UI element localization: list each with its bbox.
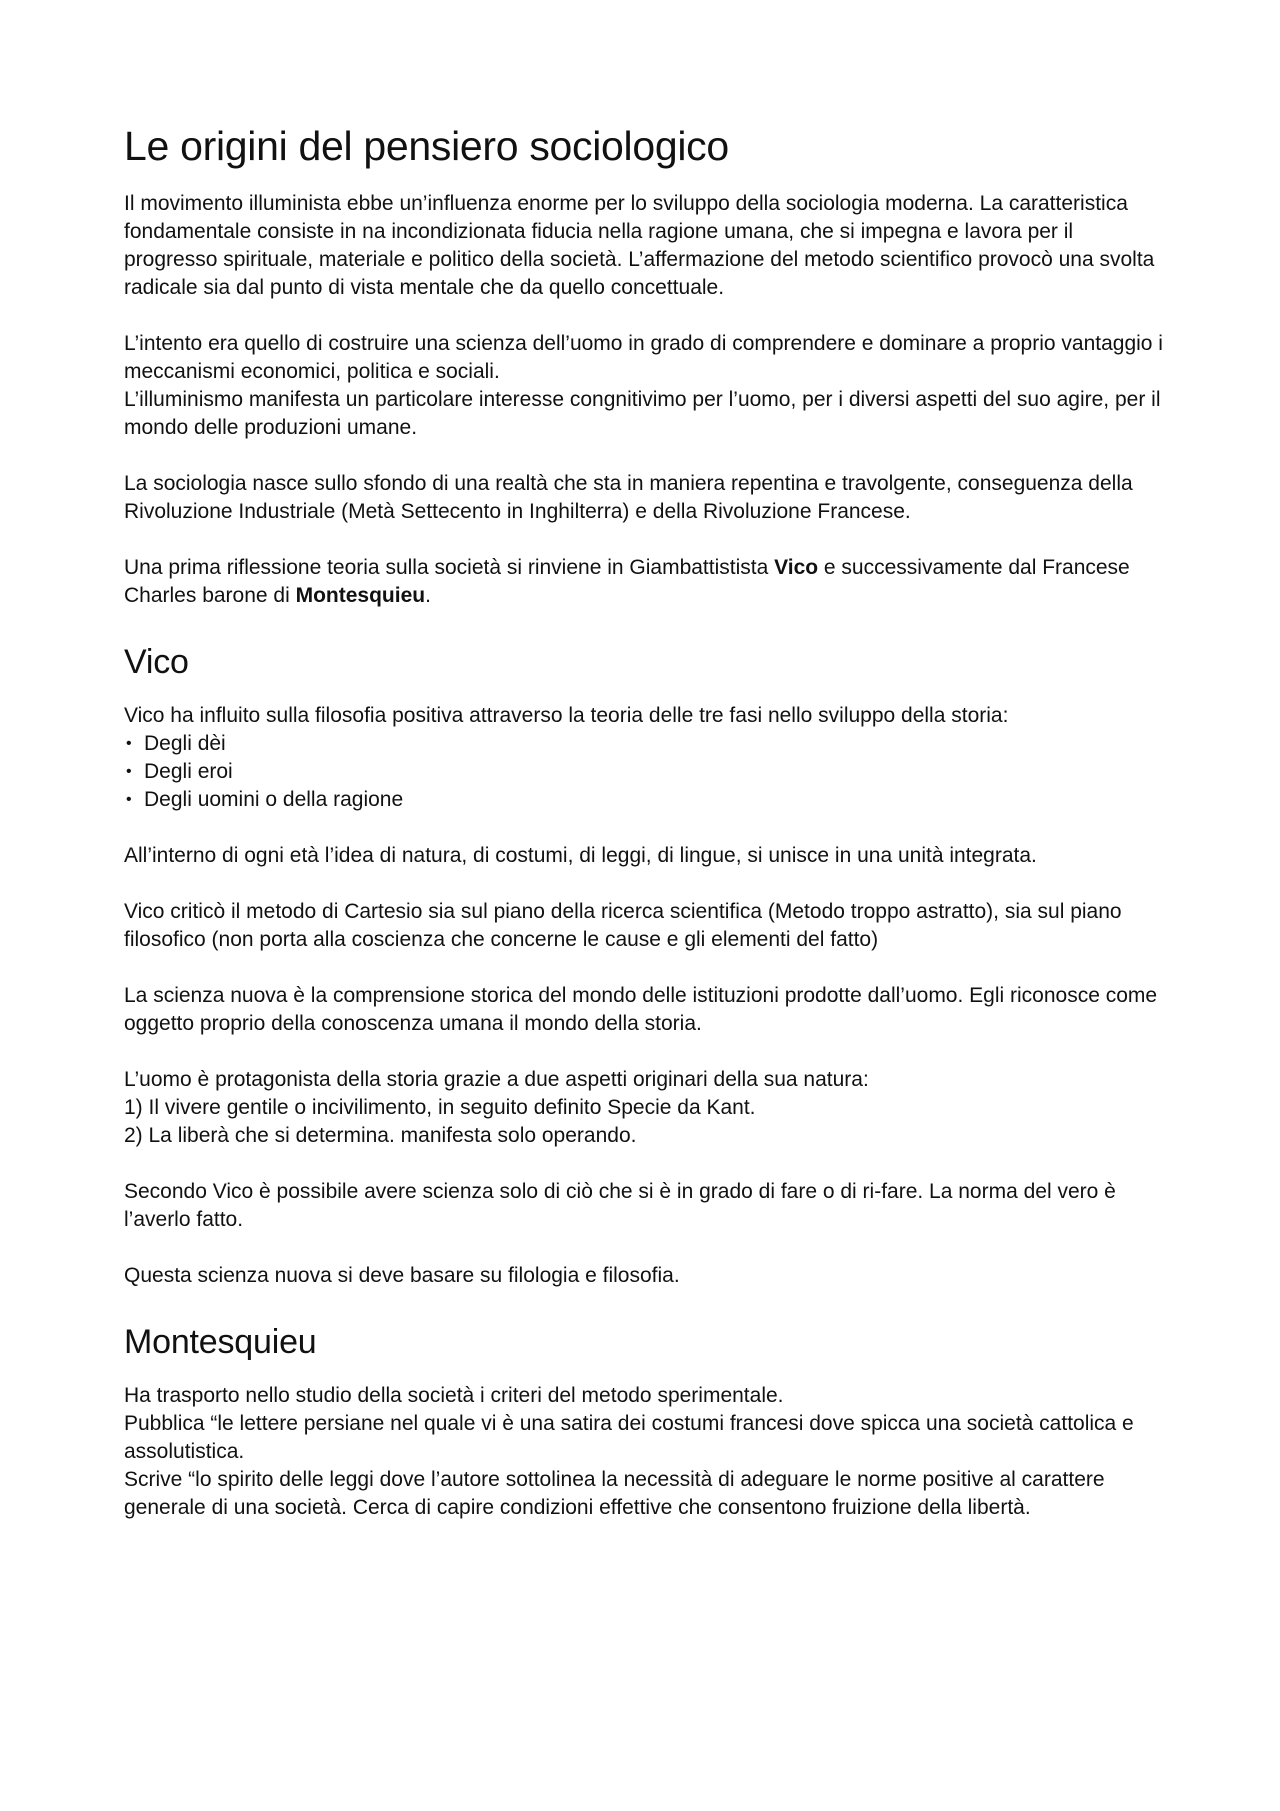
section-heading-vico: Vico — [124, 643, 189, 681]
list-item — [124, 730, 1164, 758]
vico-phases-list — [124, 730, 1164, 814]
montesquieu-line-1: Ha trasporto nello studio della società i criteri del metodo sperimentale. — [124, 1384, 784, 1407]
vico-uomo-point-2: 2) La liberà che si determina. manifesta solo operando. — [124, 1124, 637, 1147]
list-item — [124, 786, 1164, 814]
montesquieu-paragraph — [124, 1382, 1164, 1522]
intro-paragraph-3: La sociologia nasce sullo sfondo di una realtà che sta in maniera repentina e travolgente, conseguenza della Rivoluzione Industriale (Metà Settecento in Inghilterra) e della Rivoluzione Francese. — [124, 472, 1133, 523]
bullet-icon: • — [126, 735, 132, 752]
bullet-icon: • — [126, 791, 132, 808]
intro-paragraph-2b: L’illuminismo manifesta un particolare interesse congnitivimo per l’uomo, per i diversi aspetti del suo agire, per il mondo delle produzioni umane. — [124, 388, 1161, 439]
vico-scienza-paragraph: La scienza nuova è la comprensione storica del mondo delle istituzioni prodotte dall’uomo. Egli riconosce come oggetto proprio della conoscenza umana il mondo della storia. — [124, 984, 1158, 1035]
document-page — [124, 118, 1164, 1550]
vico-lead: Vico ha influito sulla filosofia positiva attraverso la teoria delle tre fasi nello sviluppo della storia: — [124, 704, 1009, 727]
list-item-label: Degli dèi — [144, 732, 226, 755]
page-title: Le origini del pensiero sociologico — [124, 123, 729, 169]
vico-filologia-paragraph: Questa scienza nuova si deve basare su filologia e filosofia. — [124, 1264, 680, 1287]
intro-p4-bold-montesquieu: Montesquieu — [295, 584, 426, 607]
list-item — [124, 758, 1164, 786]
intro-paragraph-2a: L’intento era quello di costruire una scienza dell’uomo in grado di comprendere e dominare a proprio vantaggio i meccanismi economici, politica e sociali. — [124, 332, 1163, 383]
intro-p4-text-1: Una prima riflessione teoria sulla società si rinviene in Giambattistista — [124, 556, 775, 579]
vico-cartesio-paragraph: Vico criticò il metodo di Cartesio sia sul piano della ricerca scientifica (Metodo troppo astratto), sia sul piano filosofico (non porta alla coscienza che concerne le cause e gli elementi del fatto) — [124, 900, 1122, 951]
vico-unity-paragraph: All’interno di ogni età l’idea di natura, di costumi, di leggi, di lingue, si unisce in una unità integrata. — [124, 844, 1037, 867]
intro-paragraph-4 — [124, 554, 1164, 610]
vico-vero-paragraph: Secondo Vico è possibile avere scienza solo di ciò che si è in grado di fare o di ri-fare. La norma del vero è l’averlo fatto. — [124, 1180, 1116, 1231]
intro-p4-text-3: . — [425, 584, 431, 607]
vico-uomo-lead: L’uomo è protagonista della storia grazie a due aspetti originari della sua natura: — [124, 1068, 869, 1091]
vico-uomo-paragraph — [124, 1066, 1164, 1150]
vico-uomo-point-1: 1) Il vivere gentile o incivilimento, in seguito definito Specie da Kant. — [124, 1096, 756, 1119]
section-heading-montesquieu: Montesquieu — [124, 1323, 317, 1361]
montesquieu-line-3: Scrive “lo spirito delle leggi dove l’autore sottolinea la necessità di adeguare le norme positive al carattere generale di una società. Cerca di capire condizioni effettive che consentono fruizione della libertà. — [124, 1468, 1105, 1519]
list-item-label: Degli eroi — [144, 760, 233, 783]
intro-p4-text-2: e successivamente dal Francese Charles barone di — [124, 556, 1130, 607]
list-item-label: Degli uomini o della ragione — [144, 788, 404, 811]
intro-paragraph-1: Il movimento illuminista ebbe un’influenza enorme per lo sviluppo della sociologia moderna. La caratteristica fondamentale consiste in na incondizionata fiducia nella ragione umana, che si impegna e lavora per il progresso spirituale, materiale e politico della società. L’affermazione del metodo scientifico provocò una svolta radicale sia dal punto di vista mentale che da quello concettuale. — [124, 192, 1155, 299]
montesquieu-line-2: Pubblica “le lettere persiane nel quale vi è una satira dei costumi francesi dove spicca una società cattolica e assolutistica. — [124, 1412, 1134, 1463]
intro-p4-bold-vico: Vico — [774, 556, 819, 579]
intro-paragraph-2 — [124, 330, 1164, 442]
bullet-icon: • — [126, 763, 132, 780]
